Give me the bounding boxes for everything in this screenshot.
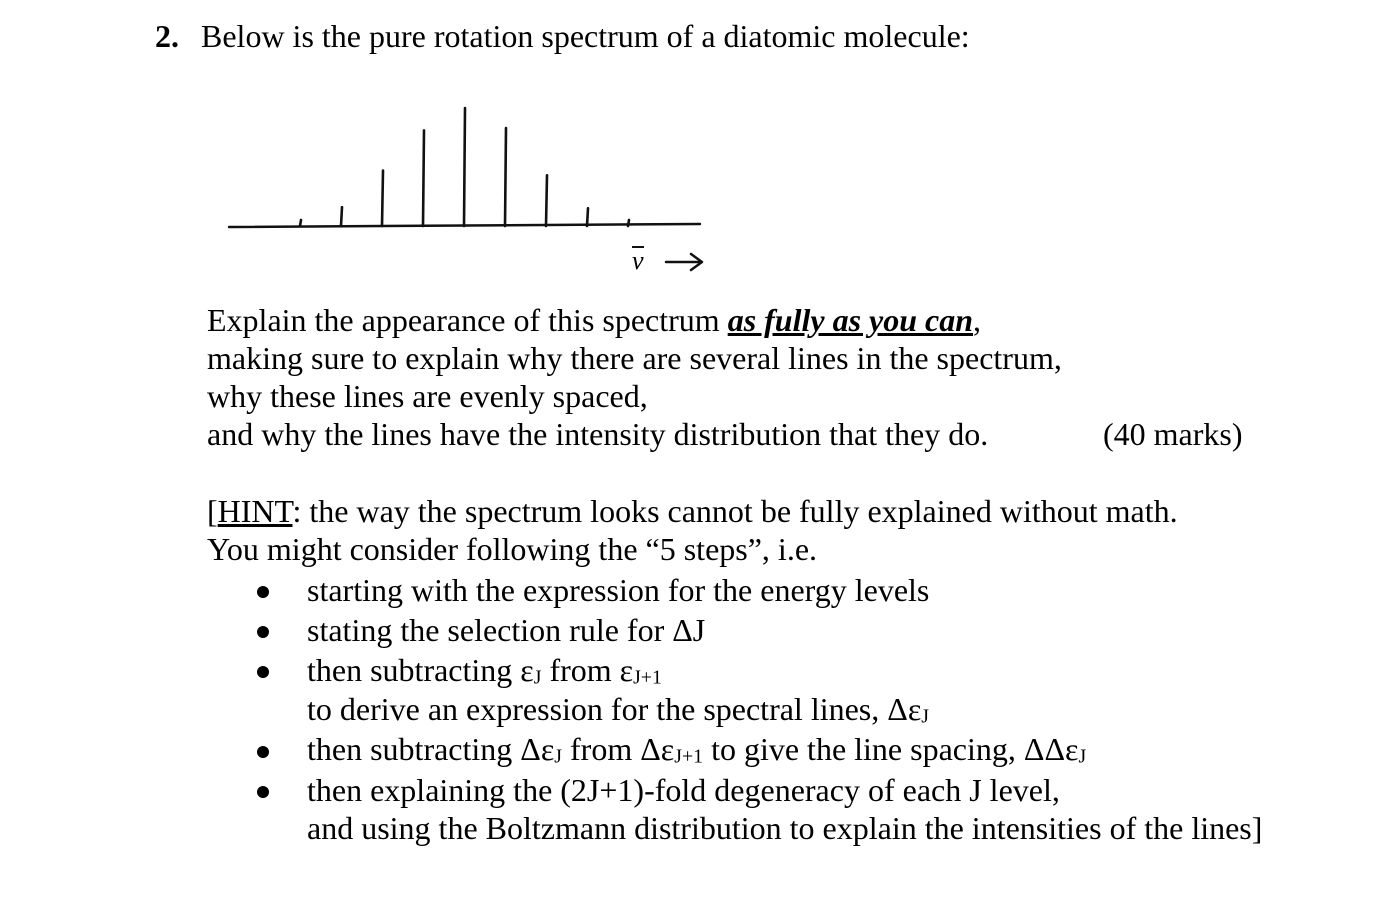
spectral-line xyxy=(587,208,588,226)
hint-label: HINT xyxy=(217,493,293,529)
bullet-5-continued: and using the Boltzmann distribution to explain the intensities of the lines] xyxy=(307,810,1263,846)
bullet-2: stating the selection rule for ΔJ xyxy=(307,612,706,648)
hint-line-1: [HINT: the way the spectrum looks cannot be fully explained without math. xyxy=(207,493,1178,529)
emphasis-text: as fully as you can xyxy=(727,302,974,338)
spectral-line xyxy=(628,220,629,226)
bullet-icon xyxy=(257,786,269,798)
marks-label: (40 marks) xyxy=(1103,416,1243,452)
question-number: 2. xyxy=(155,18,179,54)
spectral-line xyxy=(341,207,342,226)
bullet-3: then subtracting $\varepsilon_J$ from $\varepsilon_{J+1}$ xyxy=(307,652,662,689)
bullet-icon xyxy=(257,626,269,638)
spectrum-lines xyxy=(300,108,629,226)
bullet-icon xyxy=(257,666,269,678)
spectral-line xyxy=(546,175,547,226)
bullet-icon xyxy=(257,586,269,598)
spectral-line xyxy=(423,130,424,226)
spectral-line xyxy=(464,108,465,226)
bullet-1: starting with the expression for the energy levels xyxy=(307,572,930,608)
question-title: Below is the pure rotation spectrum of a diatomic molecule: xyxy=(201,18,970,54)
explain-line-2: making sure to explain why there are several lines in the spectrum, xyxy=(207,340,1062,376)
bullet-3-continued: to derive an expression for the spectral lines, $\Delta\varepsilon_J$ xyxy=(307,691,929,728)
bullet-icon xyxy=(257,746,269,758)
spectral-line xyxy=(300,220,301,226)
bullet-4: then subtracting $\Delta\varepsilon_J$ from $\Delta\varepsilon_{J+1}$ to give the line spacing, ΔΔε$_J$ xyxy=(307,731,1087,768)
bullet-5: then explaining the (2J+1)-fold degeneracy of each J level, xyxy=(307,772,1060,808)
axis-label: ν xyxy=(632,246,644,275)
explain-line-4: and why the lines have the intensity distribution that they do. xyxy=(207,416,989,452)
spectral-line xyxy=(382,171,383,226)
axis-arrow-icon xyxy=(666,254,702,270)
hint-line-2: You might consider following the “5 steps”, i.e. xyxy=(207,531,818,567)
spectral-line xyxy=(505,128,506,226)
explain-line-3: why these lines are evenly spaced, xyxy=(207,378,648,414)
explain-line-1: Explain the appearance of this spectrum as fully as you can, xyxy=(207,302,982,338)
